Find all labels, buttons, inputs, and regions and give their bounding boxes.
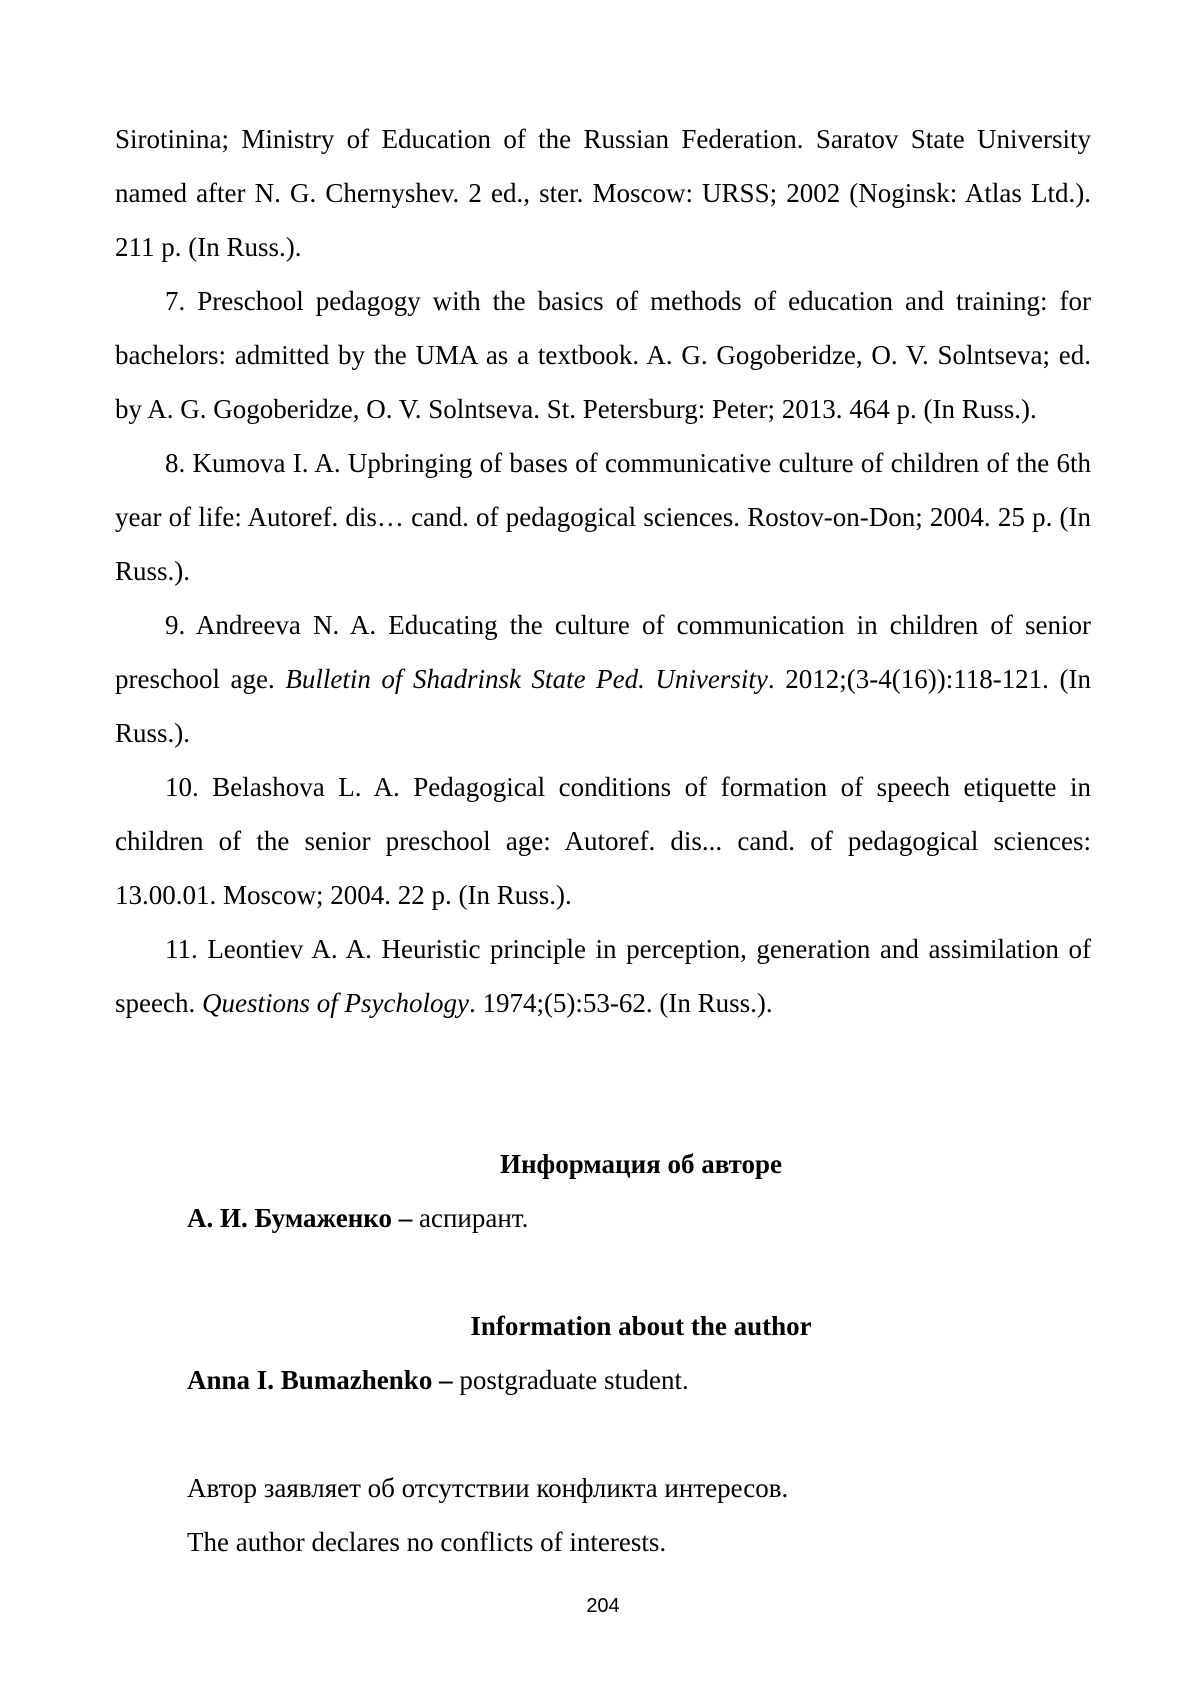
author-info-heading-en: Information about the author xyxy=(470,1311,812,1341)
reference-list xyxy=(115,112,1091,1030)
reference-item-10 xyxy=(115,760,1091,922)
reference-item-9 xyxy=(115,598,1091,760)
reference-item-9-journal: Bulletin of Shadrinsk State Ped. University xyxy=(285,664,768,694)
author-line-ru xyxy=(187,1198,528,1238)
reference-continuation-text: Sirotinina; Ministry of Education of the Russian Federation. Saratov State University named after N. G. Chernyshev. 2 ed., ster. Moscow: URSS; 2002 (Noginsk: Atlas Ltd.). 211 p. (In Russ.). xyxy=(115,124,1091,262)
reference-item-8 xyxy=(115,436,1091,598)
reference-item-11-text: 11. Leontiev A. A. Heuristic principle in perception, generation and assimilation of speech. xyxy=(115,934,1091,1018)
reference-item-11-details: . 1974;(5):53-62. (In Russ.). xyxy=(468,988,773,1018)
reference-item-10-text: 10. Belashova L. A. Pedagogical conditions of formation of speech etiquette in children of the senior preschool age: Autoref. dis... cand. of pedagogical sciences: 13.00.01. Moscow; 2004. 22 p. (In Russ.). xyxy=(115,772,1091,910)
page-number: 204 xyxy=(586,1595,620,1617)
author-role-ru: аспирант. xyxy=(419,1203,529,1233)
reference-item-9-text: 9. Andreeva N. A. Educating the culture of communication in children of senior preschool age. xyxy=(115,610,1091,694)
author-name-ru: А. И. Бумаженко xyxy=(187,1203,392,1233)
reference-item-7 xyxy=(115,274,1091,436)
reference-item-9-details: . 2012;(3-4(16)):118-121. (In Russ.). xyxy=(115,664,1091,748)
conflict-statement-en: The author declares no conflicts of interests. xyxy=(187,1527,667,1557)
author-info-heading-ru: Информация об авторе xyxy=(499,1149,783,1179)
author-role-en: postgraduate student. xyxy=(459,1365,689,1395)
reference-continuation xyxy=(115,112,1091,274)
reference-item-7-text: 7. Preschool pedagogy with the basics of methods of education and training: for bachelors: admitted by the UMA as a textbook. A. G. Gogoberidze, O. V. Solntseva; ed. by A. G. Gogoberidze, O. V. Solntseva. St. Petersburg: Peter; 2013. 464 p. (In Russ.). xyxy=(115,286,1091,424)
reference-item-8-text: 8. Kumova I. A. Upbringing of bases of communicative culture of children of the 6th year of life: Autoref. dis… cand. of pedagogical sciences. Rostov-on-Don; 2004. 25 p. (In Russ.). xyxy=(115,448,1091,586)
author-dash-ru: – xyxy=(392,1203,419,1233)
author-name-en: Anna I. Bumazhenko xyxy=(187,1365,433,1395)
author-dash-en: – xyxy=(432,1365,460,1395)
reference-item-11 xyxy=(115,922,1091,1030)
reference-item-11-journal: Questions of Psychology xyxy=(201,988,469,1018)
conflict-statement-ru: Автор заявляет об отсутствии конфликта интересов. xyxy=(187,1473,789,1503)
author-line-en xyxy=(187,1360,689,1400)
